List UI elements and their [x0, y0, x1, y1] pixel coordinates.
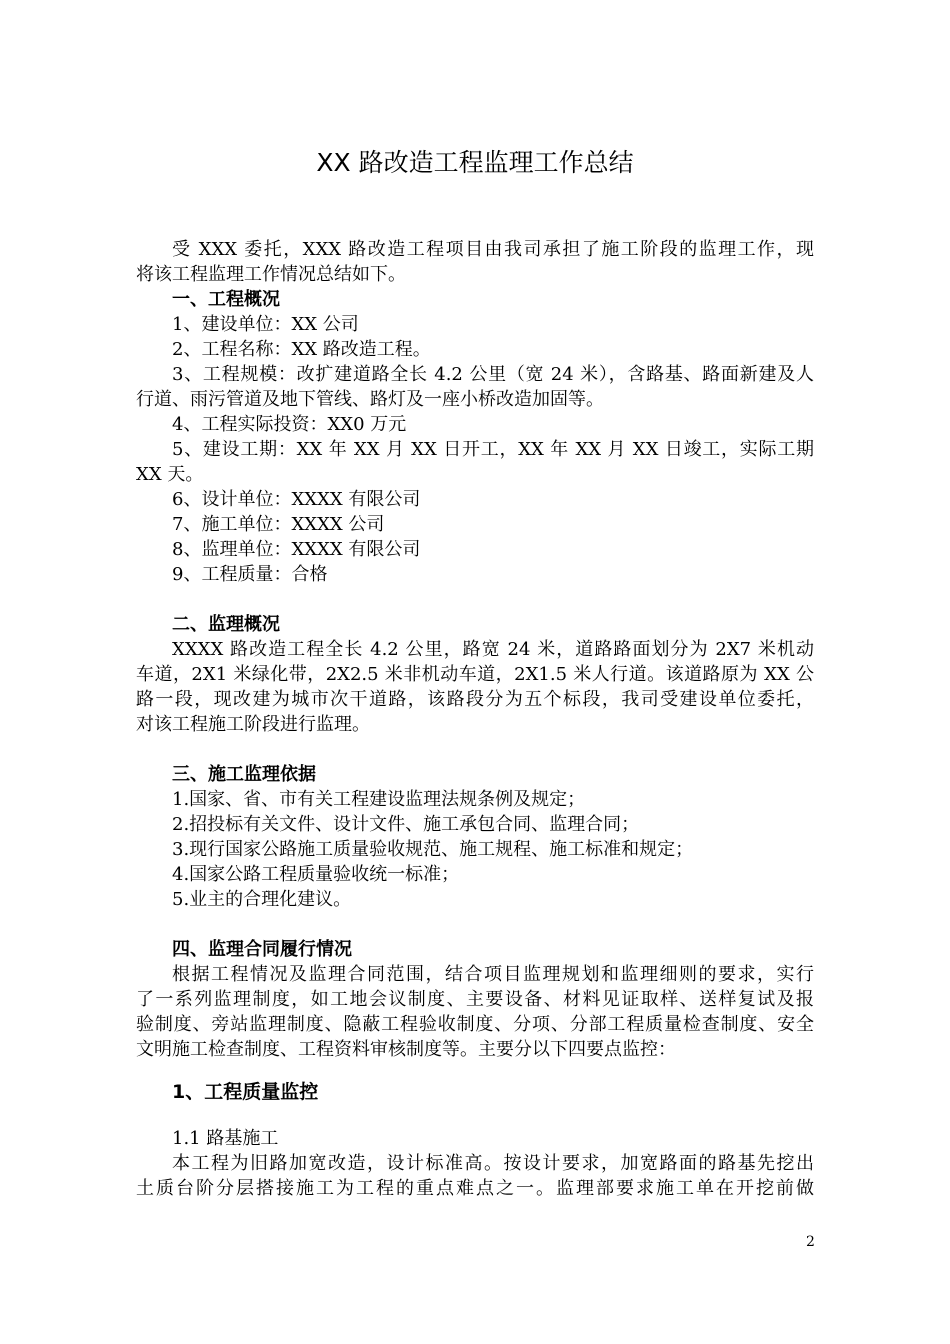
- section-heading-overview: 一、工程概况: [172, 289, 280, 310]
- overview-item-9: 9、工程质量：合格: [172, 564, 328, 585]
- basis-item-2: 2.招投标有关文件、设计文件、施工承包合同、监理合同；: [172, 814, 640, 835]
- page-number: 2: [806, 1234, 815, 1250]
- contract-line-2: 了一系列监理制度，如工地会议制度、主要设备、材料见证取样、送样复试及报: [136, 989, 814, 1010]
- basis-item-3: 3.现行国家公路施工质量验收规范、施工规程、施工标准和规定；: [172, 839, 694, 860]
- supervision-line-2: 车道，2X1 米绿化带，2X2.5 米非机动车道，2X1.5 米人行道。该道路原为 XX 公: [136, 664, 814, 685]
- subsection-heading-quality: 1、工程质量监控: [172, 1081, 319, 1103]
- subsection-item-heading: 1.1 路基施工: [172, 1128, 279, 1149]
- supervision-line-1: XXXX 路改造工程全长 4.2 公里，路宽 24 米，道路路面划分为 2X7 米机动: [172, 639, 814, 660]
- intro-line-1: 受 XXX 委托，XXX 路改造工程项目由我司承担了施工阶段的监理工作，现: [172, 239, 814, 260]
- page-title: XX 路改造工程监理工作总结: [316, 148, 634, 177]
- overview-item-1: 1、建设单位：XX 公司: [172, 314, 359, 335]
- overview-item-2: 2、工程名称：XX 路改造工程。: [172, 339, 431, 360]
- subgrade-line-1: 本工程为旧路加宽改造，设计标准高。按设计要求，加宽路面的路基先挖出: [172, 1153, 814, 1174]
- contract-line-3: 验制度、旁站监理制度、隐蔽工程验收制度、分项、分部工程质量检查制度、安全: [136, 1014, 814, 1035]
- contract-line-4: 文明施工检查制度、工程资料审核制度等。主要分以下四要点监控：: [136, 1039, 676, 1060]
- section-heading-basis: 三、施工监理依据: [172, 764, 316, 785]
- intro-line-2: 将该工程监理工作情况总结如下。: [136, 264, 406, 285]
- contract-line-1: 根据工程情况及监理合同范围，结合项目监理规划和监理细则的要求，实行: [172, 964, 814, 985]
- supervision-line-3: 路一段，现改建为城市次干道路，该路段分为五个标段，我司受建设单位委托，: [136, 689, 814, 710]
- basis-item-4: 4.国家公路工程质量验收统一标准；: [172, 864, 460, 885]
- overview-item-6: 6、设计单位：XXXX 有限公司: [172, 489, 421, 510]
- basis-item-5: 5.业主的合理化建议。: [172, 889, 352, 910]
- section-heading-supervision: 二、监理概况: [172, 614, 280, 635]
- supervision-line-4: 对该工程施工阶段进行监理。: [136, 714, 370, 735]
- section-heading-contract: 四、监理合同履行情况: [172, 939, 352, 960]
- overview-item-7: 7、施工单位：XXXX 公司: [172, 514, 385, 535]
- overview-item-3-line-2: 行道、雨污管道及地下管线、路灯及一座小桥改造加固等。: [136, 389, 604, 410]
- subgrade-line-2: 土质台阶分层搭接施工为工程的重点难点之一。监理部要求施工单在开挖前做: [136, 1178, 814, 1199]
- overview-item-8: 8、监理单位：XXXX 有限公司: [172, 539, 421, 560]
- basis-item-1: 1.国家、省、市有关工程建设监理法规条例及规定；: [172, 789, 586, 810]
- overview-item-5-line-2: XX 天。: [136, 464, 204, 485]
- overview-item-5-line-1: 5、建设工期：XX 年 XX 月 XX 日开工，XX 年 XX 月 XX 日竣工，实际工期: [172, 439, 814, 460]
- overview-item-4: 4、工程实际投资：XX0 万元: [172, 414, 407, 435]
- overview-item-3-line-1: 3、工程规模：改扩建道路全长 4.2 公里（宽 24 米），含路基、路面新建及人: [172, 364, 814, 385]
